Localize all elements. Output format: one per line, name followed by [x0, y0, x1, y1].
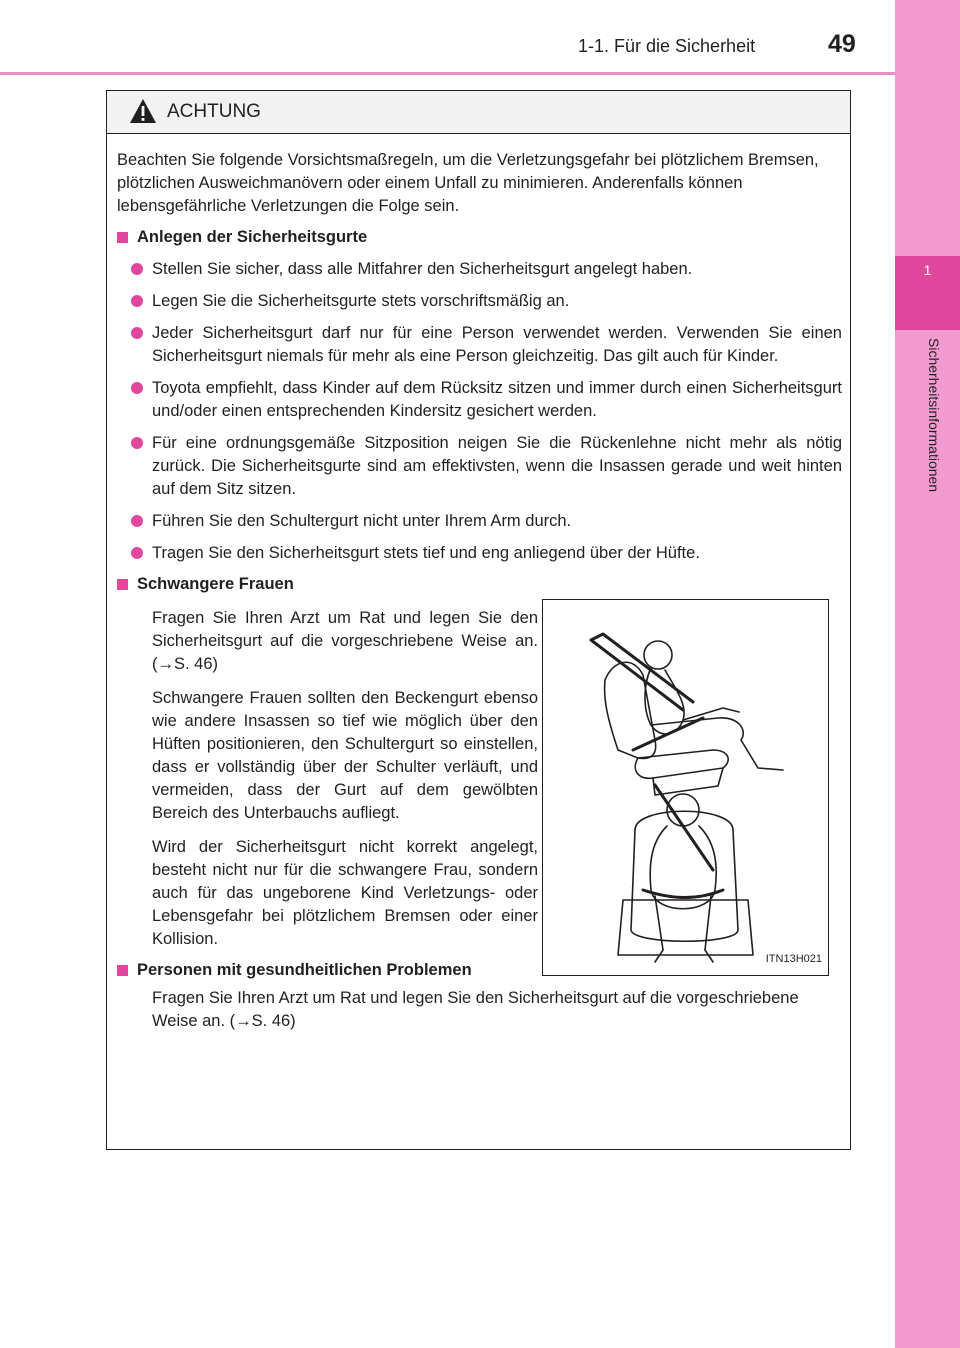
- round-bullet-icon: [131, 327, 143, 339]
- section-heading: [117, 226, 842, 249]
- seatbelt-illustration-drawing: [543, 600, 828, 975]
- round-bullet-icon: [131, 437, 143, 449]
- list-item: Toyota empfiehlt, dass Kinder auf dem Rücksitz sitzen und immer durch einen Sicherheitsgurt und/oder einen entsprechenden Kindersitz gesichert werden.: [131, 377, 842, 423]
- round-bullet-icon: [131, 263, 143, 275]
- pregnant-belt-illustration: [542, 599, 829, 976]
- list-item: Stellen Sie sicher, dass alle Mitfahrer den Sicherheitsgurt angelegt haben.: [131, 258, 842, 281]
- section-label: 1-1. Für die Sicherheit: [578, 36, 756, 56]
- paragraph: Fragen Sie Ihren Arzt um Rat und legen Sie den Sicherheitsgurt auf die vorgeschriebene Weise an. (→S. 46): [152, 989, 799, 1030]
- list-item: Jeder Sicherheitsgurt darf nur für eine Person verwendet werden. Verwenden Sie einen Sicherheitsgurt niemals für mehr als eine Person gleichzeitig. Das gilt auch für Kinder.: [131, 322, 842, 368]
- square-bullet-icon: [117, 965, 128, 976]
- section-heading-text: Personen mit gesundheitlichen Problemen: [137, 961, 472, 979]
- round-bullet-icon: [131, 382, 143, 394]
- list-item: Führen Sie den Schultergurt nicht unter Ihrem Arm durch.: [131, 510, 842, 533]
- square-bullet-icon: [117, 232, 128, 243]
- warning-content: [117, 149, 842, 1033]
- round-bullet-icon: [131, 295, 143, 307]
- round-bullet-icon: [131, 547, 143, 559]
- paragraph: Wird der Sicherheitsgurt nicht korrekt angelegt, besteht nicht nur für die schwangere Frau, sondern auch für das ungeborene Kind Verletzungs- oder Lebensgefahr bei plötzlichem Bremsen oder einer Kollision.: [152, 838, 538, 948]
- pregnant-text: [117, 607, 538, 951]
- square-bullet-icon: [117, 579, 128, 590]
- warning-triangle-icon: [129, 97, 157, 125]
- warning-header: [107, 91, 850, 134]
- section-heading-text: Schwangere Frauen: [137, 575, 294, 593]
- list-item: Für eine ordnungsgemäße Sitzposition neigen Sie die Rückenlehne nicht mehr als nötig zurück. Die Sicherheitsgurte sind am effektivsten, wenn die Insassen gerade und weit hinten auf dem Sitz sitzen.: [131, 432, 842, 501]
- paragraph: Schwangere Frauen sollten den Beckengurt ebenso wie andere Insassen so tief wie möglich über den Hüften positionieren, den Schultergurt so einstellen, dass er vollständig über der Schulter verläuft, und vermeiden, dass der Gurt auf dem gewölbten Bereich des Unterbauchs aufliegt.: [152, 689, 538, 822]
- list-item: Tragen Sie den Sicherheitsgurt stets tief und eng anliegend über der Hüfte.: [131, 542, 842, 565]
- round-bullet-icon: [131, 515, 143, 527]
- header-rule: [0, 72, 895, 75]
- bullet-list: [117, 258, 842, 565]
- list-item: Legen Sie die Sicherheitsgurte stets vorschriftsmäßig an.: [131, 290, 842, 313]
- side-tab[interactable]: [895, 0, 960, 1348]
- side-tab-number: 1: [923, 262, 932, 278]
- warning-intro: Beachten Sie folgende Vorsichtsmaßregeln, um die Verletzungsgefahr bei plötzlichem Bremsen, plötzlichen Ausweichmanövern oder einem Unfall zu minimieren. Anderenfalls können lebensgefährliche Verletzungen die Folge sein.: [117, 151, 819, 215]
- side-tab-title: Sicherheitsinformationen: [926, 338, 942, 493]
- warning-title: ACHTUNG: [167, 101, 261, 122]
- page-number: 49: [828, 30, 856, 58]
- section-heading: [117, 573, 842, 596]
- pregnant-section: [117, 573, 842, 965]
- section-heading-text: Anlegen der Sicherheitsgurte: [137, 228, 368, 246]
- warning-box: [106, 90, 851, 1150]
- figure-code: ITN13H021: [765, 953, 822, 965]
- paragraph: Fragen Sie Ihren Arzt um Rat und legen Sie den Sicherheitsgurt auf die vorgeschriebene Weise an. (→S. 46): [152, 609, 538, 673]
